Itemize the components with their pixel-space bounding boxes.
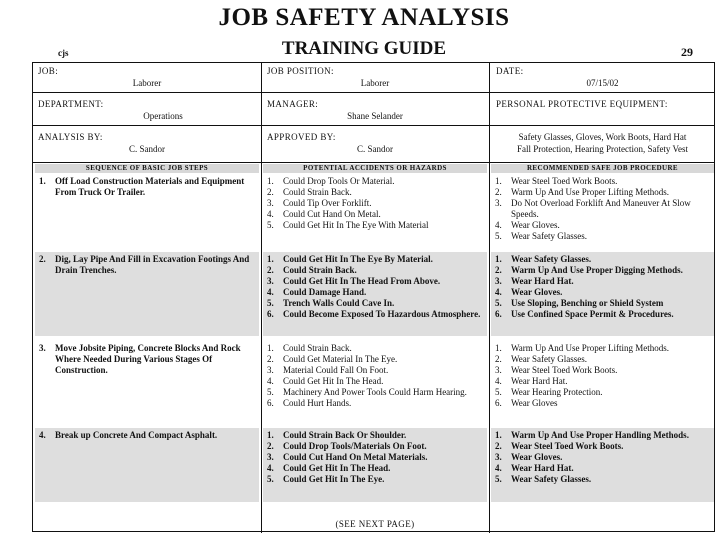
document-subtitle: TRAINING GUIDE xyxy=(281,38,447,59)
date-value: 07/15/02 xyxy=(586,78,619,88)
hazards-step-3 xyxy=(263,343,487,409)
analysis-by-value: C. Sandor xyxy=(129,144,165,154)
procedures-step-3 xyxy=(491,343,714,409)
hazard-item: 3. Could Cut Hand On Metal Materials. xyxy=(267,452,428,462)
procedure-item: 2. Warm Up And Use Proper Lifting Methods. xyxy=(495,187,670,197)
ppe-label: PERSONAL PROTECTIVE EQUIPMENT: xyxy=(496,99,668,109)
hazard-item: 3. Could Get Hit In The Head From Above. xyxy=(267,276,441,286)
procedure-item: 5. Wear Safety Glasses. xyxy=(495,231,587,241)
hazard-item: 2. Could Strain Back. xyxy=(267,265,357,275)
job-position-label: JOB POSITION: xyxy=(267,66,334,76)
hazard-item: 4. Could Damage Hand. xyxy=(267,287,367,297)
hazard-item: 4. Could Cut Hand On Metal. xyxy=(267,209,381,219)
step-text: Break up Concrete And Compact Asphalt. xyxy=(55,430,218,440)
author-initials: cjs xyxy=(58,48,69,58)
step-number: 1. xyxy=(39,176,46,186)
procedure-item: 3. Do Not Overload Forklift And Maneuver At Slow Speeds. xyxy=(495,198,691,219)
procedure-item: 1. Wear Steel Toed Work Boots. xyxy=(495,176,618,186)
procedures-step-1 xyxy=(491,176,714,242)
row-divider-department xyxy=(33,125,714,126)
procedure-item: 3. Wear Steel Toed Work Boots. xyxy=(495,365,618,375)
hazard-item: 2. Could Get Material In The Eye. xyxy=(267,354,398,364)
hazard-item: 6. Could Become Exposed To Hazardous Atmosphere. xyxy=(267,309,481,319)
hazard-item: 1. Could Drop Tools Or Material. xyxy=(267,176,395,186)
hazard-item: 5. Could Get Hit In The Eye. xyxy=(267,474,385,484)
department-value: Operations xyxy=(143,111,183,121)
hazard-item: 2. Could Drop Tools/Materials On Foot. xyxy=(267,441,427,451)
column-header-steps: SEQUENCE OF BASIC JOB STEPS xyxy=(35,164,259,173)
jsa-form xyxy=(32,62,715,532)
manager-value: Shane Selander xyxy=(347,111,403,121)
step-number: 2. xyxy=(39,254,46,264)
procedure-item: 4. Wear Gloves. xyxy=(495,220,560,230)
procedure-item: 6. Wear Gloves xyxy=(495,398,558,408)
page-number: 29 xyxy=(681,45,693,59)
procedure-item: 4. Wear Gloves. xyxy=(495,287,563,297)
job-value: Laborer xyxy=(132,78,162,88)
hazards-step-1 xyxy=(263,176,487,231)
analysis-by-label: ANALYSIS BY: xyxy=(38,132,103,142)
step-number: 4. xyxy=(39,430,46,440)
document-title: JOB SAFETY ANALYSIS xyxy=(218,4,510,31)
procedure-item: 1. Wear Safety Glasses. xyxy=(495,254,592,264)
procedure-item: 4. Wear Hard Hat. xyxy=(495,463,574,473)
hazard-item: 5. Machinery And Power Tools Could Harm Hearing. xyxy=(267,387,467,397)
job-step-4 xyxy=(35,428,259,502)
procedure-item: 1. Warm Up And Use Proper Handling Methods. xyxy=(495,430,689,440)
step-number: 3. xyxy=(39,343,46,353)
manager-label: MANAGER: xyxy=(267,99,319,109)
hazards-step-2 xyxy=(263,252,487,336)
procedure-item: 5. Wear Safety Glasses. xyxy=(495,474,592,484)
procedures-step-4 xyxy=(491,428,714,502)
hazard-item: 4. Could Get Hit In The Head. xyxy=(267,376,384,386)
job-step-2 xyxy=(35,252,259,336)
hazards-step-4 xyxy=(263,428,487,502)
procedure-item: 6. Use Confined Space Permit & Procedures. xyxy=(495,309,674,319)
see-next-page-note: (SEE NEXT PAGE) xyxy=(335,519,415,529)
step-text: Move Jobsite Piping, Concrete Blocks And Rock Where Needed During Various Stages Of Construction. xyxy=(55,343,241,375)
procedure-item: 2. Warm Up And Use Proper Digging Methods. xyxy=(495,265,683,275)
step-text: Dig, Lay Pipe And Fill in Excavation Footings And Drain Trenches. xyxy=(55,254,250,275)
procedure-item: 1. Warm Up And Use Proper Lifting Methods. xyxy=(495,343,670,353)
row-divider-job xyxy=(33,92,714,93)
row-divider-header xyxy=(33,162,714,163)
hazard-item: 3. Could Tip Over Forklift. xyxy=(267,198,372,208)
step-text: Off Load Construction Materials and Equipment From Truck Or Trailer. xyxy=(55,176,245,197)
procedure-item: 2. Wear Steel Toed Work Boots. xyxy=(495,441,624,451)
procedure-item: 3. Wear Gloves. xyxy=(495,452,563,462)
hazard-item: 2. Could Strain Back. xyxy=(267,187,352,197)
column-header-procedures: RECOMMENDED SAFE JOB PROCEDURE xyxy=(491,164,714,173)
procedure-item: 2. Wear Safety Glasses. xyxy=(495,354,587,364)
hazard-item: 3. Material Could Fall On Foot. xyxy=(267,365,389,375)
approved-by-value: C. Sandor xyxy=(357,144,393,154)
procedure-item: 5. Wear Hearing Protection. xyxy=(495,387,603,397)
hazard-item: 4. Could Get Hit In The Head. xyxy=(267,463,391,473)
hazard-item: 5. Trench Walls Could Cave In. xyxy=(267,298,395,308)
date-label: DATE: xyxy=(496,66,524,76)
job-step-1 xyxy=(35,176,259,198)
department-label: DEPARTMENT: xyxy=(38,99,104,109)
job-label: JOB: xyxy=(38,66,59,76)
column-divider-1 xyxy=(261,63,262,533)
column-header-hazards: POTENTIAL ACCIDENTS OR HAZARDS xyxy=(263,164,487,173)
procedure-item: 5. Use Sloping, Benching or Shield System xyxy=(495,298,664,308)
procedure-item: 4. Wear Hard Hat. xyxy=(495,376,568,386)
hazard-item: 1. Could Strain Back Or Shoulder. xyxy=(267,430,407,440)
hazard-item: 6. Could Hurt Hands. xyxy=(267,398,352,408)
hazard-item: 5. Could Get Hit In The Eye With Material xyxy=(267,220,429,230)
hazard-item: 1. Could Get Hit In The Eye By Material. xyxy=(267,254,433,264)
job-step-3 xyxy=(35,343,259,376)
job-position-value: Laborer xyxy=(360,78,390,88)
hazard-item: 1. Could Strain Back. xyxy=(267,343,352,353)
procedures-step-2 xyxy=(491,252,714,336)
ppe-line-2: Fall Protection, Hearing Protection, Safety Vest xyxy=(516,144,689,154)
ppe-line-1: Safety Glasses, Gloves, Work Boots, Hard Hat xyxy=(518,132,687,142)
procedure-item: 3. Wear Hard Hat. xyxy=(495,276,574,286)
approved-by-label: APPROVED BY: xyxy=(267,132,336,142)
